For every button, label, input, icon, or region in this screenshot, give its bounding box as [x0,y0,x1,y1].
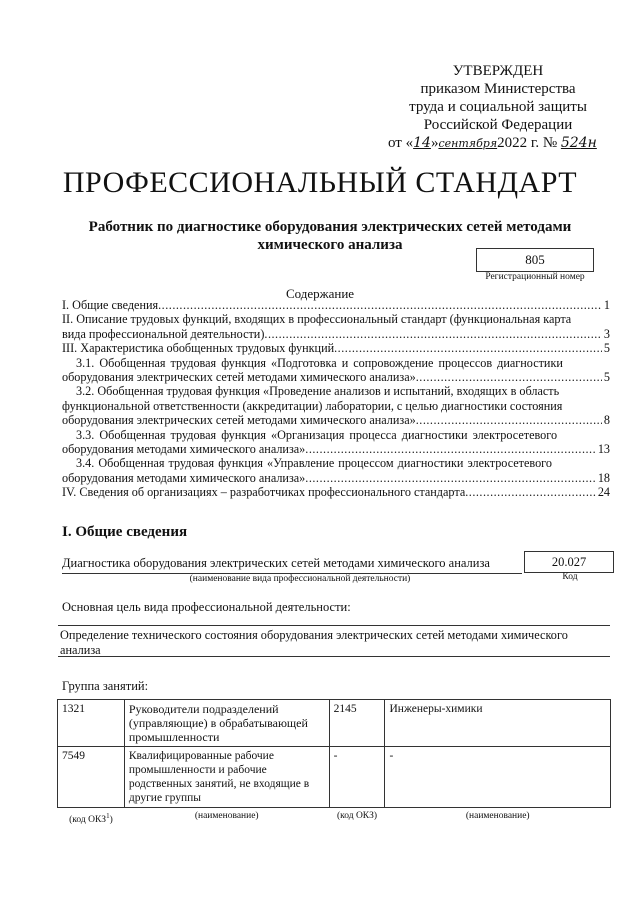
approval-date-line: от «14»сентября2022 г. № 524н [388,135,597,151]
occupation-name-cell: Руководители подразделений (управляющие) в обрабатывающей промышленности [124,700,329,747]
toc-item[interactable]: 3.4. Обобщенная трудовая функция «Управление процессом диагностики электросетевого оборудования методами химического анализа» ..... 18 [62,456,610,485]
approval-line: УТВЕРЖДЕН [452,63,544,79]
goal-text: Определение технического состояния оборудования электрических сетей методами химического анализа [58,625,610,657]
table-row [58,747,611,808]
table-caption-row [58,808,611,829]
activity-caption: (наименование вида профессиональной деятельности) [189,574,411,584]
toc-item[interactable]: IV. Сведения об организациях – разработчиках профессионального стандарта ..... 24 [62,485,610,499]
caption-name: (наименование) [465,811,530,821]
table-of-contents [62,298,610,500]
code-caption: Код [562,572,578,582]
caption-okz-code: (код ОКЗ$^1$) [69,812,113,826]
group-label: Группа занятий: [62,679,149,693]
occupation-name-cell: Квалифицированные рабочие промышленности и рабочие родственных занятий, не входящие в другие группы [124,747,329,808]
contents-heading: Содержание [285,286,355,301]
toc-item[interactable]: II. Описание трудовых функций, входящих в профессиональный стандарт (функциональная карта вида профессиональной деятельности) ..... 3 [62,312,610,341]
table-row [58,700,611,747]
toc-item[interactable]: 3.2. Обобщенная трудовая функция «Проведение анализов и испытаний, входящих в область функциональной ответственности (аккредитации) лаборатории, с целью диагностики состояния оборудования электрических сетей методами химического анализа» ..... 8 [62,384,610,427]
okz-code-cell: 2145 [329,700,385,747]
occupation-name-cell: Инженеры-химики [385,700,611,747]
approval-block [388,62,608,153]
goal-label: Основная цель вида профессиональной деятельности: [62,600,351,614]
registration-number: 805 [476,248,594,272]
approval-line: приказом Министерства [420,81,576,97]
toc-item[interactable]: 3.1. Обобщенная трудовая функция «Подготовка и сопровождение процессов диагностики оборудования электрических сетей методами химического анализа» ..... 5 [62,356,610,385]
handwritten-month: сентября [438,137,498,150]
caption-okz-code: (код ОКЗ) [336,811,378,821]
page-title: ПРОФЕССИОНАЛЬНЫЙ СТАНДАРТ [62,166,578,199]
activity-name: Диагностика оборудования электрических сетей методами химического анализа [62,556,522,574]
okz-code-cell: 7549 [58,747,125,808]
toc-item[interactable]: 3.3. Обобщенная трудовая функция «Организация процесса диагностики электросетевого оборудования методами химического анализа» ..... 13 [62,428,610,457]
approval-line: труда и социальной защиты [409,99,587,115]
toc-item[interactable]: I. Общие сведения ..... 1 [62,298,610,312]
standard-subtitle: Работник по диагностике оборудования электрических сетей методами химического анализа [88,219,572,253]
handwritten-day: 14 [413,135,431,151]
occupation-name-cell: - [385,747,611,808]
registration-label: Регистрационный номер [485,272,585,282]
section-title: I. Общие сведения [62,524,188,540]
occupations-table [57,699,611,828]
approval-line: Российской Федерации [423,117,573,133]
activity-code: 20.027 [524,551,614,573]
okz-code-cell: - [329,747,385,808]
handwritten-number: 524н [560,135,597,151]
okz-code-cell: 1321 [58,700,125,747]
toc-item[interactable]: III. Характеристика обобщенных трудовых функций ..... 5 [62,341,610,355]
caption-name: (наименование) [194,811,259,821]
